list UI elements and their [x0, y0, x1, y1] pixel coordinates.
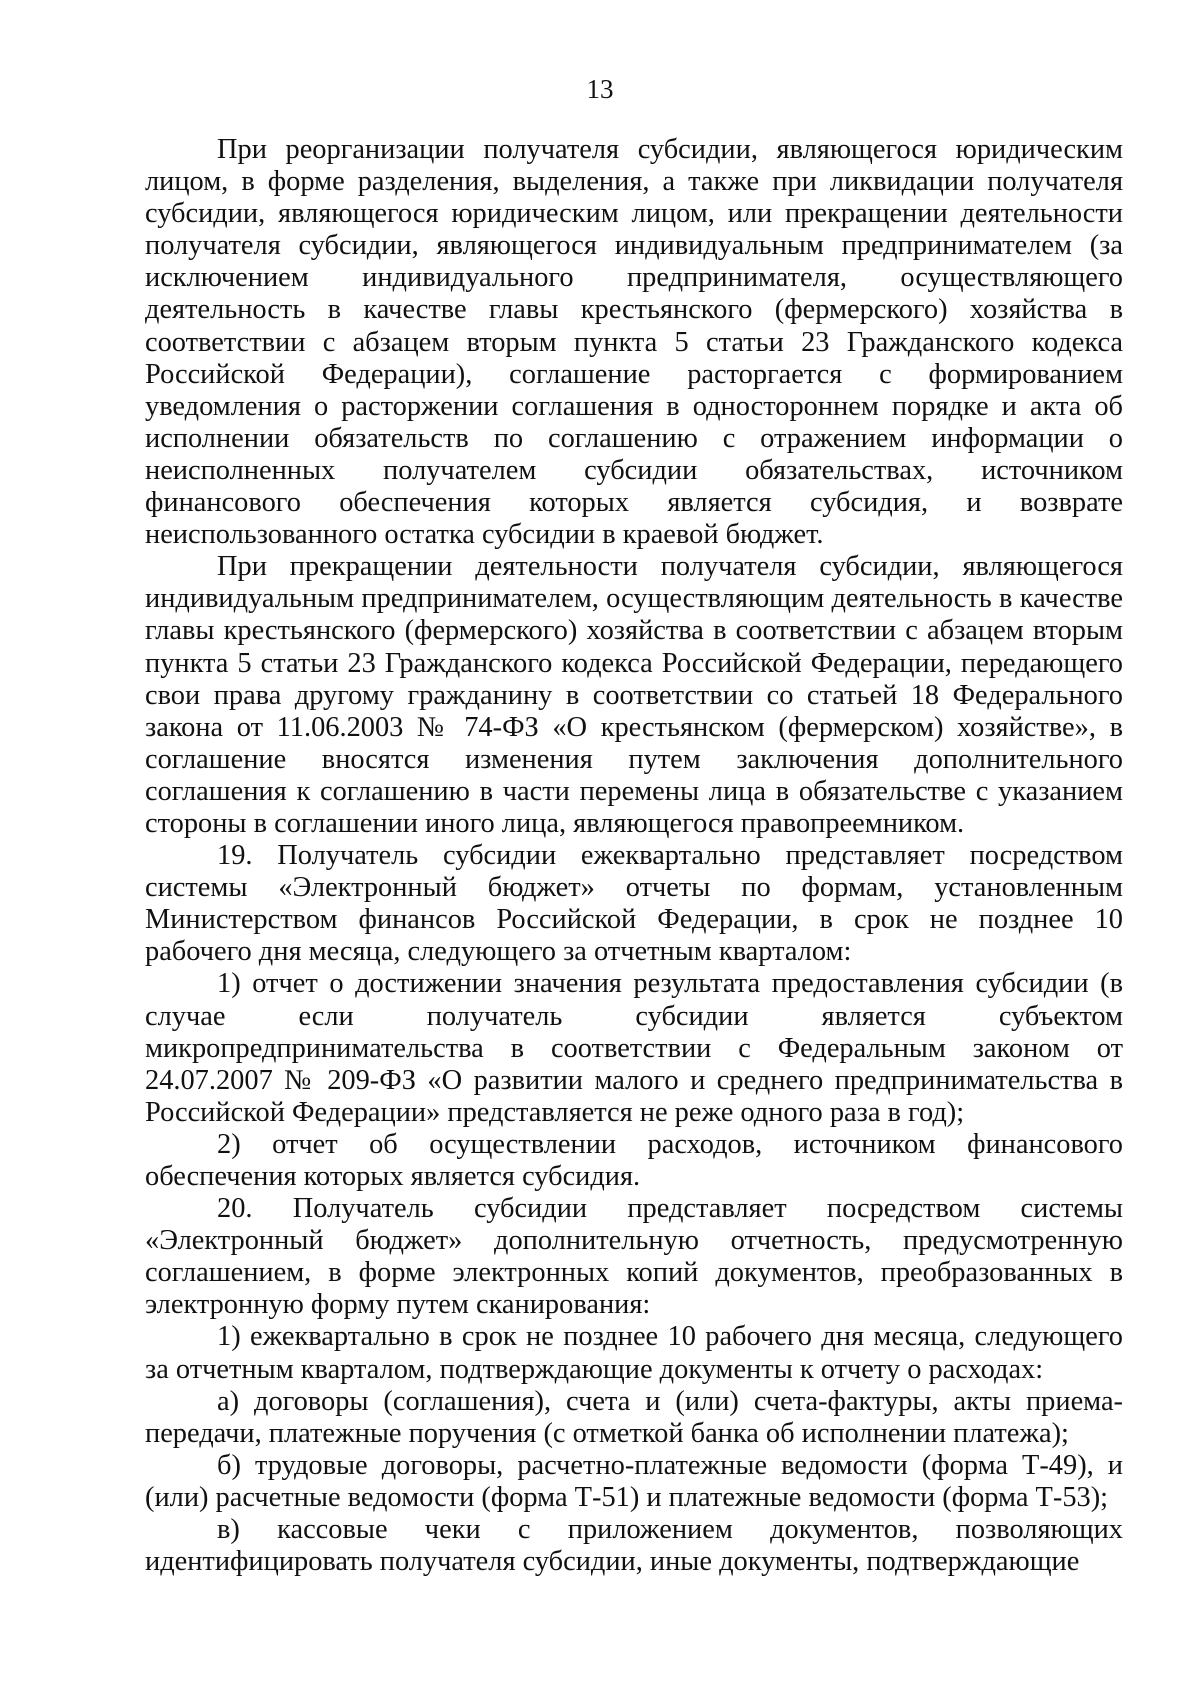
document-body: [145, 134, 1123, 1578]
paragraph-item-20-1-b: б) трудовые договоры, расчетно-платежные ведомости (форма Т-49), и (или) расчетные ведомости (форма Т-51) и платежные ведомости (форма Т-53);: [145, 1449, 1123, 1513]
paragraph-reorganization: При реорганизации получателя субсидии, являющегося юридическим лицом, в форме разделения, выделения, а также при ликвидации получателя субсидии, являющегося юридическим лицом, или прекращении деятельности получателя субсидии, являющегося индивидуальным предпринимателем (за исключением индивидуального предпринимателя, осуществляющего деятельность в качестве главы крестьянского (фермерского) хозяйства в соответствии с абзацем вторым пункта 5 статьи 23 Гражданского кодекса Российской Федерации), соглашение расторгается с формированием уведомления о расторжении соглашения в одностороннем порядке и акта об исполнении обязательств по соглашению с отражением информации о неисполненных получателем субсидии обязательствах, источником финансового обеспечения которых является субсидия, и возврате неиспользованного остатка субсидии в краевой бюджет.: [145, 134, 1123, 551]
paragraph-item-19-1: 1) отчет о достижении значения результата предоставления субсидии (в случае если получатель субсидии является субъектом микропредпринимательства в соответствии с Федеральным законом от 24.07.2007 № 209-ФЗ «О развитии малого и среднего предпринимательства в Российской Федерации» представляется не реже одного раза в год);: [145, 968, 1123, 1128]
paragraph-item-20: 20. Получатель субсидии представляет посредством системы «Электронный бюджет» дополнительную отчетность, предусмотренную соглашением, в форме электронных копий документов, преобразованных в электронную форму путем сканирования:: [145, 1193, 1123, 1321]
paragraph-item-20-1: 1) ежеквартально в срок не позднее 10 рабочего дня месяца, следующего за отчетным кварталом, подтверждающие документы к отчету о расходах:: [145, 1321, 1123, 1385]
paragraph-item-19: 19. Получатель субсидии ежеквартально представляет посредством системы «Электронный бюджет» отчеты по формам, установленным Министерством финансов Российской Федерации, в срок не позднее 10 рабочего дня месяца, следующего за отчетным кварталом:: [145, 840, 1123, 968]
paragraph-item-20-1-v: в) кассовые чеки с приложением документов, позволяющих идентифицировать получателя субсидии, иные документы, подтверждающие: [145, 1514, 1123, 1578]
paragraph-termination-farm: При прекращении деятельности получателя субсидии, являющегося индивидуальным предпринимателем, осуществляющим деятельность в качестве главы крестьянского (фермерского) хозяйства в соответствии с абзацем вторым пункта 5 статьи 23 Гражданского кодекса Российской Федерации, передающего свои права другому гражданину в соответствии со статьей 18 Федерального закона от 11.06.2003 № 74-ФЗ «О крестьянском (фермерском) хозяйстве», в соглашение вносятся изменения путем заключения дополнительного соглашения к соглашению в части перемены лица в обязательстве с указанием стороны в соглашении иного лица, являющегося правопреемником.: [145, 551, 1123, 839]
paragraph-item-20-1-a: а) договоры (соглашения), счета и (или) счета-фактуры, акты приема-передачи, платежные поручения (с отметкой банка об исполнении платежа);: [145, 1385, 1123, 1449]
page-number: 13: [586, 74, 614, 104]
paragraph-item-19-2: 2) отчет об осуществлении расходов, источником финансового обеспечения которых является субсидия.: [145, 1128, 1123, 1192]
